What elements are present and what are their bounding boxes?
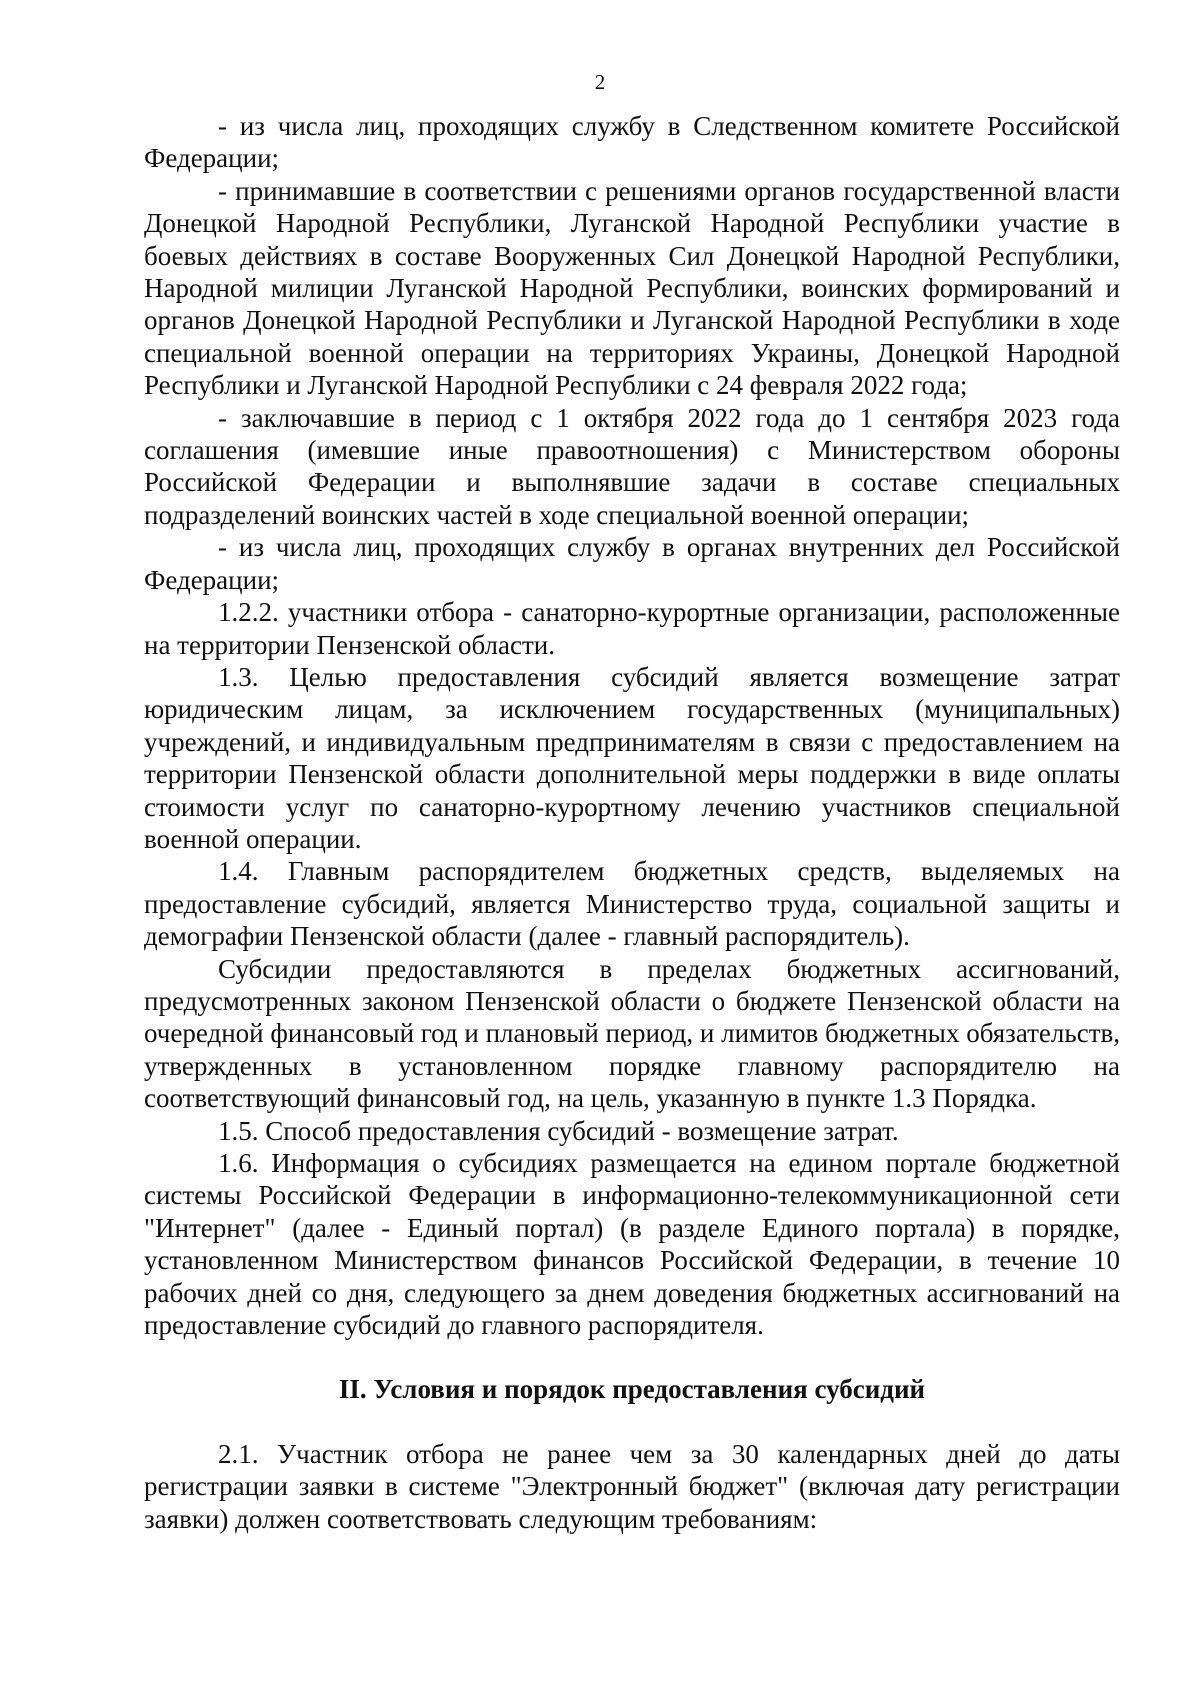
page-number: 2 xyxy=(594,70,606,94)
document-body xyxy=(144,110,1120,1535)
paragraph-defense-ministry-agreements: - заключавшие в период с 1 октября 2022 года до 1 сентября 2023 года соглашения (имевшие иные правоотношения) с Министерством обороны Российской Федерации и выполнявшие задачи в составе специальных подразделений воинских частей в ходе специальной военной операции; xyxy=(144,402,1120,530)
paragraph-2-1: 2.1. Участник отбора не ранее чем за 30 календарных дней до даты регистрации заявки в системе "Электронный бюджет" (включая дату регистрации заявки) должен соответствовать следующим требованиям: xyxy=(144,1438,1120,1534)
paragraph-subsidies-limits: Субсидии предоставляются в пределах бюджетных ассигнований, предусмотренных законом Пензенской области о бюджете Пензенской области на очередной финансовый год и плановый период, и лимитов бюджетных обязательств, утвержденных в установленном порядке главному распорядителю на соответствующий финансовый год, на цель, указанную в пункте 1.3 Порядка. xyxy=(144,953,1120,1114)
paragraph-1-6: 1.6. Информация о субсидиях размещается на едином портале бюджетной системы Российской Федерации в информационно-телекоммуникационной сети "Интернет" (далее - Единый портал) (в разделе Единого портала) в порядке, установленном Министерством финансов Российской Федерации, в течение 10 рабочих дней со дня, следующего за днем доведения бюджетных ассигнований на предоставление субсидий до главного распорядителя. xyxy=(144,1148,1120,1341)
paragraph-1-2-2: 1.2.2. участники отбора - санаторно-курортные организации, расположенные на территории Пензенской области. xyxy=(144,597,1120,660)
paragraph-internal-affairs: - из числа лиц, проходящих службу в органах внутренних дел Российской Федерации; xyxy=(144,532,1120,595)
paragraph-1-3: 1.3. Целью предоставления субсидий является возмещение затрат юридическим лицам, за исключением государственных (муниципальных) учреждений, и индивидуальным предпринимателям в связи с предоставлением на территории Пензенской области дополнительной меры поддержки в виде оплаты стоимости услуг по санаторно-курортному лечению участников специальной военной операции. xyxy=(144,661,1120,854)
paragraph-investigative-committee: - из числа лиц, проходящих службу в Следственном комитете Российской Федерации; xyxy=(144,111,1120,174)
paragraph-1-4: 1.4. Главным распорядителем бюджетных средств, выделяемых на предоставление субсидий, является Министерство труда, социальной защиты и демографии Пензенской области (далее - главный распорядитель). xyxy=(144,856,1120,952)
paragraph-dnr-lnr-participants: - принимавшие в соответствии с решениями органов государственной власти Донецкой Народной Республики, Луганской Народной Республики участие в боевых действиях в составе Вооруженных Сил Донецкой Народной Республики, Народной милиции Луганской Народной Республики, воинских формирований и органов Донецкой Народной Республики и Луганской Народной Республики в ходе специальной военной операции на территориях Украины, Донецкой Народной Республики и Луганской Народной Республики с 24 февраля 2022 года; xyxy=(144,175,1120,401)
spacer xyxy=(144,1406,1120,1438)
paragraph-1-5: 1.5. Способ предоставления субсидий - возмещение затрат. xyxy=(218,1115,899,1146)
spacer xyxy=(144,1341,1120,1373)
section-heading: II. Условия и порядок предоставления субсидий xyxy=(338,1374,926,1405)
